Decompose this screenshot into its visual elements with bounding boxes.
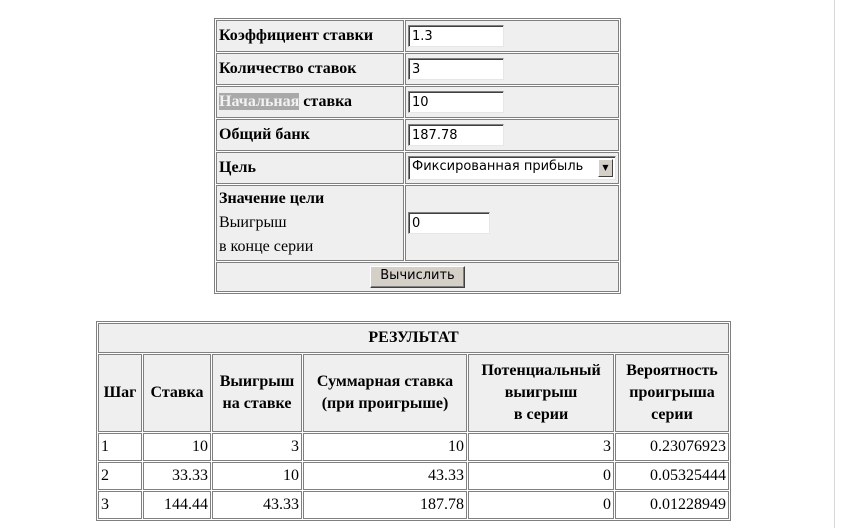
cell-potential-win: 0 (468, 462, 614, 490)
table-row (98, 462, 729, 490)
cell-total-stake: 10 (303, 433, 467, 461)
cell-win-on-stake: 10 (212, 462, 302, 490)
page-edge-divider (834, 0, 835, 528)
goal-value-sub2: в конце серии (219, 238, 314, 255)
bank-cell (405, 119, 619, 151)
count-input[interactable] (408, 58, 504, 80)
bank-row (216, 119, 619, 151)
header-stake: Ставка (143, 354, 211, 432)
calculate-button[interactable]: Вычислить (370, 266, 464, 288)
goal-label: Цель (216, 152, 404, 184)
goal-selected-value: Фиксированная прибыль (412, 159, 584, 174)
goal-row (216, 152, 619, 184)
cell-total-stake: 43.33 (303, 462, 467, 490)
cell-stake: 10 (143, 433, 211, 461)
table-row (98, 433, 729, 461)
initial-cell (405, 86, 619, 118)
cell-win-on-stake: 43.33 (212, 491, 302, 519)
cell-step: 2 (98, 462, 142, 490)
cell-potential-win: 3 (468, 433, 614, 461)
coef-cell (405, 20, 619, 52)
bank-label: Общий банк (216, 119, 404, 151)
initial-label (216, 86, 404, 118)
coef-label: Коэффициент ставки (216, 20, 404, 52)
bank-input[interactable] (408, 124, 504, 146)
chevron-down-icon[interactable]: ▼ (598, 159, 613, 177)
header-total-stake: Суммарная ставка (при проигрыше) (303, 354, 467, 432)
result-table (96, 321, 731, 521)
initial-label-highlight: Начальная (219, 93, 300, 110)
cell-step: 1 (98, 433, 142, 461)
result-title: РЕЗУЛЬТАТ (98, 323, 729, 353)
goal-select[interactable] (408, 156, 616, 180)
result-title-row (98, 323, 729, 353)
count-cell (405, 53, 619, 85)
cell-total-stake: 187.78 (303, 491, 467, 519)
goal-cell (405, 152, 619, 184)
cell-win-on-stake: 3 (212, 433, 302, 461)
header-potential-win: Потенциальный выигрыш в серии (468, 354, 614, 432)
result-header-row (98, 354, 729, 432)
cell-loss-probability: 0.23076923 (615, 433, 729, 461)
button-row (216, 262, 619, 292)
count-label: Количество ставок (216, 53, 404, 85)
button-cell (216, 262, 619, 292)
initial-stake-input[interactable] (408, 91, 504, 113)
table-row (98, 491, 729, 519)
goal-value-row (216, 185, 619, 261)
cell-loss-probability: 0.05325444 (615, 462, 729, 490)
goal-value-cell (405, 185, 619, 261)
goal-value-title: Значение цели (219, 190, 325, 207)
initial-label-rest: ставка (299, 93, 353, 110)
header-loss-probability: Вероятность проигрыша серии (615, 354, 729, 432)
coef-row (216, 20, 619, 52)
goal-value-input[interactable] (408, 212, 490, 234)
cell-potential-win: 0 (468, 491, 614, 519)
cell-step: 3 (98, 491, 142, 519)
coef-input[interactable] (408, 25, 504, 47)
header-step: Шаг (98, 354, 142, 432)
cell-stake: 33.33 (143, 462, 211, 490)
goal-value-label (216, 185, 404, 261)
bet-calculator-form (214, 18, 621, 294)
cell-loss-probability: 0.01228949 (615, 491, 729, 519)
count-row (216, 53, 619, 85)
header-win-on-stake: Выигрыш на ставке (212, 354, 302, 432)
cell-stake: 144.44 (143, 491, 211, 519)
goal-value-sub1: Выигрыш (219, 214, 287, 231)
initial-row (216, 86, 619, 118)
